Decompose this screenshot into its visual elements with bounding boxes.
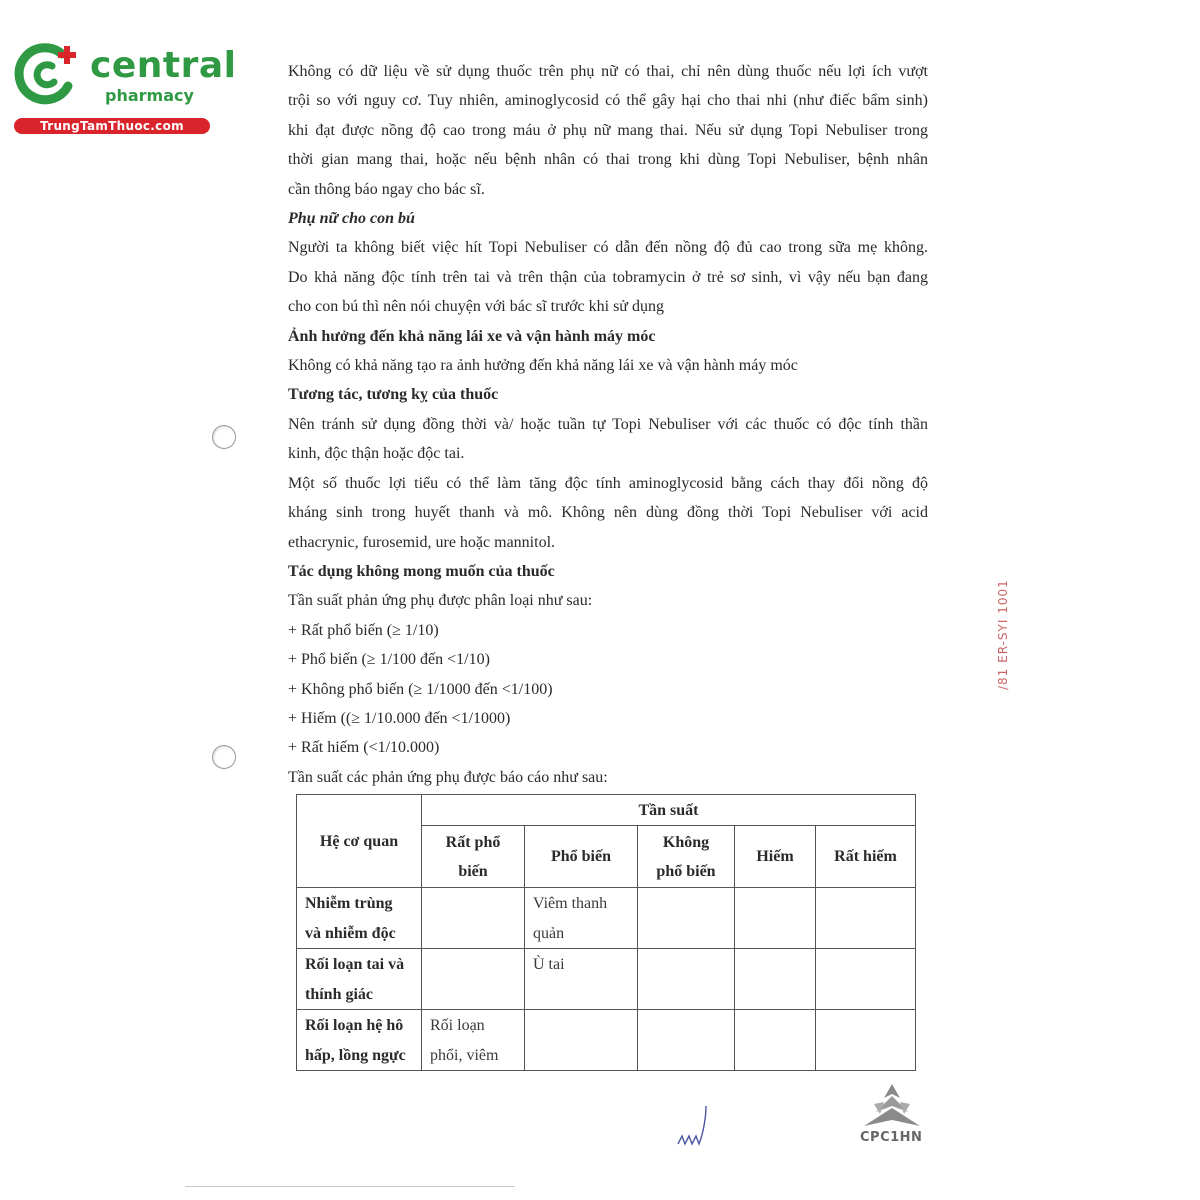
punch-hole-top [212,425,236,449]
text-line: Tần suất các phản ứng phụ được báo cáo như sau: [288,768,608,786]
page-edge-line [185,1186,515,1187]
table-cell: Rối loạn phổi, viêm [422,1010,525,1071]
text-line: cho con bú thì nên nói chuyện với bác sĩ trước khi sử dụng [288,298,664,316]
table-cell [816,1010,916,1071]
frequency-column-header: Phổ biến [525,826,638,888]
logo-subtitle: pharmacy [105,86,194,105]
text-line: Do khả năng độc tính trên tai và trên thận của tobramycin ở trẻ sơ sinh, vì vậy nếu bạn đang [288,268,928,286]
table-cell [638,888,735,949]
margin-stamp: /81 ER-SYI 1001 [996,579,1010,690]
frequency-column-header: Không phổ biến [638,826,735,888]
table-header-row [297,795,916,826]
organ-header: Hệ cơ quan [297,795,422,888]
table-cell [735,888,816,949]
organ-cell: Nhiễm trùng và nhiễm độc [297,888,422,949]
central-pharmacy-logo [10,38,237,138]
logo-website: TrungTamThuoc.com [14,118,210,134]
organ-cell: Rối loạn tai và thính giác [297,949,422,1010]
text-line: Không có dữ liệu về sử dụng thuốc trên phụ nữ có thai, chỉ nên dùng thuốc nếu lợi ích vượt [288,63,928,80]
frequency-item: + Phổ biến (≥ 1/100 đến <1/10) [288,651,490,669]
text-line: cần thông báo ngay cho bác sĩ. [288,180,485,198]
section-heading-interactions: Tương tác, tương kỵ của thuốc [288,386,499,404]
table-cell [735,1010,816,1071]
text-line: thời gian mang thai, hoặc nếu bệnh nhân có thai trong khi dùng Topi Nebuliser, bệnh nhân [288,151,928,169]
text-line: Người ta không biết việc hít Topi Nebuliser có dẫn đến nồng độ đủ cao trong sữa mẹ không. [288,239,928,257]
text-line: Một số thuốc lợi tiểu có thể làm tăng độc tính aminoglycosid bằng cách thay đổi nồng độ [288,474,928,492]
table-row [297,1010,916,1071]
table-cell [525,1010,638,1071]
logo-word: central [90,45,237,86]
frequency-column-header: Rất hiếm [816,826,916,888]
cpc1hn-logo-icon [860,1082,924,1130]
punch-hole-bottom [212,745,236,769]
table-cell [422,888,525,949]
text-line: Nên tránh sử dụng đồng thời và/ hoặc tuần tự Topi Nebuliser với các thuốc có độc tính thần [288,415,928,433]
table-cell [735,949,816,1010]
frequency-column-header: Rất phổ biến [422,826,525,888]
text-line: trội so với nguy cơ. Tuy nhiên, aminoglycosid có thể gây hại cho thai nhi (như điếc bẩm sinh) [288,92,928,110]
pharmacy-cross-icon [10,38,82,110]
section-heading-adverse-effects: Tác dụng không mong muốn của thuốc [288,562,555,580]
table-cell [638,949,735,1010]
text-line: ethacrynic, furosemid, ure hoặc mannitol. [288,533,556,551]
table-cell [816,949,916,1010]
frequency-item: + Không phổ biến (≥ 1/1000 đến <1/100) [288,680,553,698]
table-cell [422,949,525,1010]
document-body [288,57,928,792]
text-line: khi đạt được nồng độ cao trong máu ở phụ nữ mang thai. Nếu sử dụng Topi Nebuliser trong [288,121,928,139]
frequency-column-header: Hiếm [735,826,816,888]
adverse-effects-table [296,794,916,1071]
frequency-item: + Hiếm ((≥ 1/10.000 đến <1/1000) [288,709,511,727]
frequency-item: + Rất hiếm (<1/10.000) [288,739,440,757]
frequency-item: + Rất phổ biến (≥ 1/10) [288,621,439,639]
table-row [297,888,916,949]
pregnancy-paragraph [288,57,928,204]
text-line: Tần suất phản ứng phụ được phân loại như sau: [288,592,593,610]
frequency-header: Tần suất [422,795,916,826]
table-cell: Ù tai [525,949,638,1010]
table-cell [638,1010,735,1071]
text-line: kháng sinh trong huyết thanh và mô. Không nên dùng đồng thời Topi Nebuliser với acid [288,504,928,522]
cpc1hn-logo-text: CPC1HN [860,1130,923,1145]
section-heading-breastfeeding: Phụ nữ cho con bú [288,210,415,228]
signature-icon [676,1104,716,1148]
table-row [297,949,916,1010]
text-line: Không có khả năng tạo ra ảnh hưởng đến khả năng lái xe và vận hành máy móc [288,357,798,375]
table-cell: Viêm thanh quản [525,888,638,949]
table-cell [816,888,916,949]
organ-cell: Rối loạn hệ hô hấp, lồng ngực [297,1010,422,1071]
section-heading-driving: Ảnh hưởng đến khả năng lái xe và vận hành máy móc [288,327,656,345]
text-line: kinh, độc thận hoặc độc tai. [288,445,465,463]
